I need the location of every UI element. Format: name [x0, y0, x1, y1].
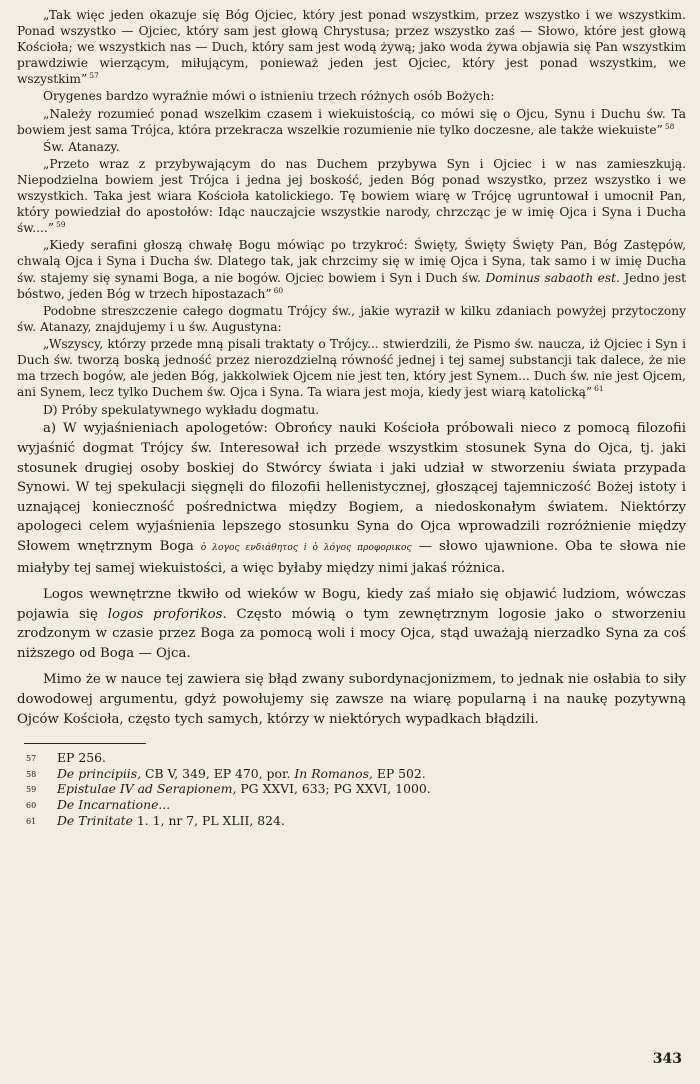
greek-terms: ὁ λογος ενδιάθητος i ὁ λόγος προφορικος — [200, 542, 412, 553]
paragraph-text: Często mówią o tym zewnętrznym logosie jako o stworzeniu zrodzonym w czasie przez Boga za pomocą woli i mocy Ojca, stąd uważają nierzadko Syna za coś niższego od Boga — Ojca. — [17, 606, 687, 661]
quote-text: „Kiedy serafini głoszą chwałę Bogu mówiąc po trzykroć: Święty, Święty Święty Pan, Bóg Zastępów, chwalą Ojca i Syna i Ducha św. Dlatego tak, jak chrzcimy się w imię Ojca i Syna, tak samo i w imię Ducha św. stajemy się synami Boga, a nie bogów. Ojciec bowiem i Syn i Duch św. — [17, 238, 686, 285]
footnote — [17, 813, 686, 829]
quote-text: „Należy rozumieć ponad wszelkim czasem i wiekuistością, co mówi się o Ojcu, Synu i Duchu św. Ta bowiem jest sama Trójca, która przekracza wszelkie rozumienie nie tylko doczesne, ale także wiekuiste” — [17, 106, 686, 137]
footnote-text: 1. 1, nr 7, PL XLII, 824. — [132, 812, 285, 828]
footnote-text: CB V, 349, EP 470, por. — [141, 765, 295, 781]
footnote-title: In Romanos, — [294, 765, 373, 781]
paragraph-text: Podobne streszczenie całego dogmatu Trójcy św., jakie wyraził w kilku zdaniach powyżej przytoczony św. Atanazy, znajdujemy i u św. Augustyna: — [17, 303, 686, 334]
quote-text: „Tak więc jeden okazuje się Bóg Ojciec, który jest ponad wszystkim, przez wszystko i we wszystkim. Ponad wszystko — Ojciec, który sam jest głową Chrystusa; przez wszystko zaś — Słowo, które jest głową Kościoła; we wszystkich nas — Duch, który sam jest wodą żywą; jako woda żywa objawia się Pan wszystkim prawdziwie wierzącym, miłującym, ponieważ jeden jest Ojciec, który jest ponad wszystkim, we wszystkim” — [17, 8, 686, 87]
page-number: 343 — [652, 1051, 682, 1067]
paragraph — [17, 303, 686, 335]
quote-text: Jedno jest bóstwo, jeden Bóg w trzech hipostazach” — [17, 270, 687, 301]
paragraph-text: Mimo że w nauce tej zawiera się błąd zwany subordynacjonizmem, to jednak nie osłabia to siły dowodowej argumentu, gdyż powołujemy się zawsze na wiarę popularną i na naukę pozytywną Ojców Kościoła, często tych samych, którzy w niektórych wypadkach błądzili. — [17, 672, 686, 727]
footnote-ref: 60 — [273, 285, 284, 295]
greek-term-latinized: logos proforikos. — [107, 606, 227, 622]
latin-phrase: Dominus sabaoth est. — [485, 270, 620, 285]
footnote-ref: 57 — [89, 71, 99, 81]
footnote-number: 61 — [26, 816, 37, 826]
paragraph-text: a) W wyjaśnieniach apologetów: Obrońcy nauki Kościoła próbowali nieco z pomocą filozofii wyjaśnić dogmat Trójcy św. Interesował ich przede wszystkim stosunek Syna do Ojca, tj. jaki stosunek drugiej osoby boskiej do Stwórcy świata i jaki udział w stworzeniu świata przypada Synowi. W tej spekulacji sięgnęli do filozofii hellenistycznej, głoszącej tajemniczość Bożej istoty i uznającej konieczność pośrednictwa między Bogiem, a niedoskonałym światem. Niektórzy apologeci celem wyjaśnienia lepszego stosunku Syna do Ojca wprowadzili rozróżnienie między Słowem wnętrznym Boga — [17, 421, 686, 554]
paragraph — [17, 670, 686, 729]
quote-paragraph — [17, 237, 686, 301]
paragraph-text: — słowo ujawnione. Oba te słowa nie miałyby tej samej wiekuistości, a więc byłaby między nimi jakaś różnica. — [17, 538, 686, 576]
paragraph — [17, 88, 686, 104]
footnote-number: 58 — [26, 769, 37, 779]
footnote-number: 59 — [26, 785, 37, 795]
quote-paragraph — [17, 7, 686, 87]
footnote-text: EP 502. — [372, 765, 426, 781]
upper-text — [17, 7, 686, 418]
footnote-ref: 61 — [594, 384, 604, 394]
paragraph — [17, 419, 686, 578]
footnote-title: Epistulae IV ad Serapionem, — [57, 781, 237, 797]
section-heading-text: D) Próby spekulatywnego wykładu dogmatu. — [43, 403, 320, 418]
footnote-text: EP 256. — [57, 750, 106, 766]
footnote-divider — [24, 743, 146, 744]
footnote-title: De Trinitate — [57, 812, 133, 828]
paragraph-text: Św. Atanazy. — [43, 139, 120, 154]
footnote-ref: 59 — [55, 220, 66, 230]
footnote-ref: 58 — [664, 121, 675, 131]
quote-paragraph — [17, 336, 686, 400]
paragraph — [17, 139, 686, 155]
footnote — [17, 766, 686, 782]
footnote — [17, 750, 686, 766]
quote-text: „Wszyscy, którzy przede mną pisali traktaty o Trójcy... stwierdzili, że Pismo św. naucza, iż Ojciec i Syn i Duch św. tworzą boską jedność przez nierozdzielną równość jednej i tej samej substancji tak dalece, że nie ma trzech bogów, ale jeden Bóg, jakkolwiek Ojcem nie jest ten, który jest Synem... Duch św. nie jest Ojcem, ani Synem, lecz tylko Duchem św. Ojca i Syna. Ta wiara jest moja, kiedy jest wiarą katolicką” — [17, 336, 686, 400]
quote-paragraph — [17, 156, 686, 236]
footnote — [17, 797, 686, 813]
quote-text: „Przeto wraz z przybywającym do nas Duchem przybywa Syn i Ojciec i w nas zamieszkują. Niepodzielna bowiem jest Trójca i jedna jej boskość, jeden Bóg ponad wszystko, przez wszystko i we wszystkich. Taka jest wiara Kościoła katolickiego. Tę bowiem wiarę w Trójcę ugruntował i umocnił Pan, który powiedział do apostołów: Idąc nauczajcie wszystkie narody, chrzcząc je w imię Ojca i Syna i Ducha św....” — [17, 156, 686, 236]
paragraph-text: Logos wewnętrzne tkwiło od wieków w Bogu, kiedy zaś miało się objawić ludziom, wówczas pojawia się — [17, 587, 686, 622]
section-heading — [17, 402, 686, 418]
footnote-title: De principiis, — [57, 765, 142, 781]
footnote-number: 60 — [26, 801, 37, 811]
paragraph — [17, 585, 686, 663]
quote-paragraph — [17, 106, 686, 138]
footnote-text: PG XXVI, 633; PG XXVI, 1000. — [236, 781, 431, 797]
footnote-number: 57 — [26, 754, 37, 764]
lower-text — [17, 419, 686, 729]
footnote-title: De Incarnatione... — [57, 797, 171, 813]
footnotes — [17, 750, 686, 828]
paragraph-text: Orygenes bardzo wyraźnie mówi o istnieniu trzech różnych osób Bożych: — [43, 89, 495, 104]
footnote — [17, 781, 686, 797]
